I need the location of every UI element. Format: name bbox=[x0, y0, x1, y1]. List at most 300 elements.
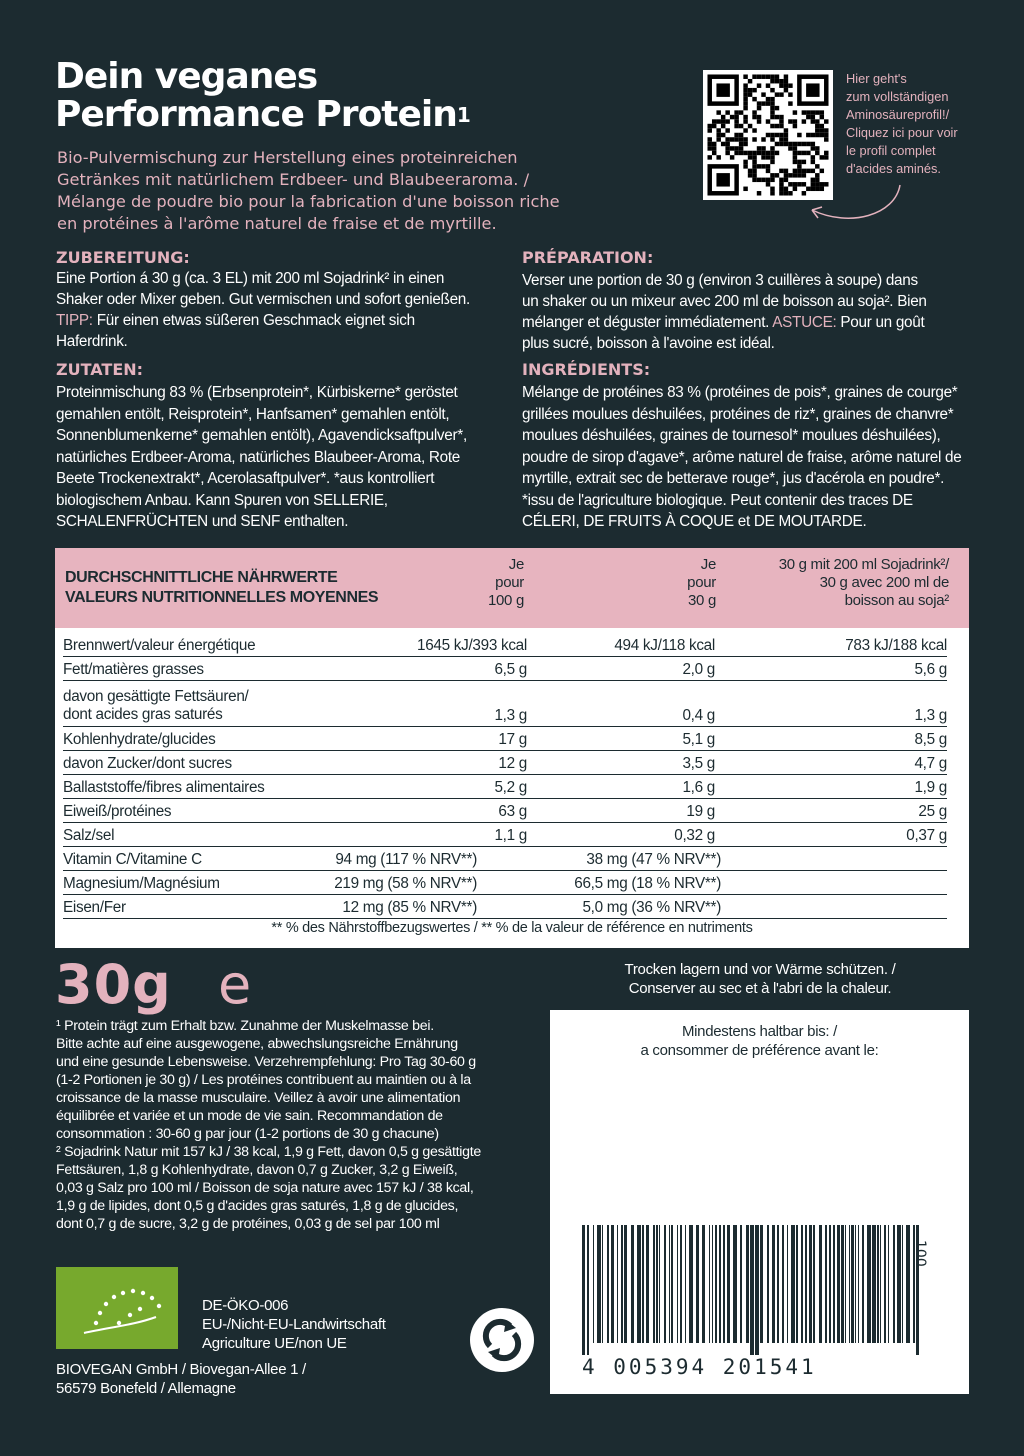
barcode-bar bbox=[664, 1225, 666, 1343]
tip-label-fr: ASTUCE: bbox=[772, 314, 837, 331]
qr-module bbox=[784, 178, 788, 182]
best-before-label: Mindestens haltbar bis: / a consommer de préférence avant le: bbox=[640, 1023, 879, 1059]
preparation-heading-de: ZUBEREITUNG: bbox=[56, 248, 190, 267]
qr-module bbox=[770, 115, 774, 119]
qr-module bbox=[752, 115, 756, 119]
barcode-bar bbox=[772, 1225, 775, 1343]
qr-module bbox=[779, 83, 783, 87]
barcode-bar bbox=[801, 1225, 803, 1343]
qr-module bbox=[802, 173, 806, 177]
qr-module bbox=[811, 133, 815, 137]
barcode-bar bbox=[593, 1225, 594, 1343]
qr-module bbox=[766, 119, 770, 123]
column-per-30g: Je pour 30 g bbox=[687, 556, 716, 609]
table-row: Salz/sel 1,1 g 0,32 g 0,37 g bbox=[63, 824, 947, 847]
qr-module bbox=[743, 83, 747, 87]
qr-module bbox=[811, 169, 815, 173]
qr-module bbox=[748, 79, 752, 83]
qr-module bbox=[716, 173, 729, 186]
barcode-bar bbox=[637, 1225, 641, 1343]
qr-module bbox=[752, 88, 756, 92]
qr-module bbox=[770, 160, 774, 164]
qr-module bbox=[766, 101, 770, 105]
qr-module bbox=[811, 146, 815, 150]
qr-module bbox=[815, 124, 819, 128]
qr-module bbox=[707, 128, 711, 132]
table-row: Brennwert/valeur énergétique 1645 kJ/393 kcal 494 kJ/118 kcal 783 kJ/188 kcal bbox=[63, 634, 947, 657]
qr-module bbox=[712, 124, 716, 128]
qr-module bbox=[730, 115, 734, 119]
qr-module bbox=[820, 115, 824, 119]
qr-module bbox=[707, 142, 711, 146]
storage-note: Trocken lagern und vor Wärme schützen. / Conserver au sec et à l'abri de la chaleur. bbox=[624, 961, 896, 997]
barcode-side-number: 100 bbox=[912, 1240, 928, 1267]
qr-module bbox=[793, 146, 797, 150]
qr-module bbox=[815, 151, 819, 155]
barcode-bar bbox=[906, 1225, 910, 1343]
qr-module bbox=[761, 151, 765, 155]
barcode-bar bbox=[819, 1225, 822, 1343]
qr-module bbox=[793, 151, 797, 155]
curved-arrow-icon bbox=[800, 180, 910, 230]
barcode-bar bbox=[902, 1225, 903, 1343]
qr-module bbox=[734, 124, 738, 128]
qr-module bbox=[820, 128, 824, 132]
qr-module bbox=[752, 151, 756, 155]
qr-module bbox=[734, 119, 738, 123]
qr-module bbox=[707, 137, 711, 141]
barcode-bar bbox=[646, 1225, 649, 1343]
barcode-bar bbox=[671, 1225, 673, 1343]
qr-module bbox=[784, 88, 788, 92]
product-subtitle: Bio-Pulvermischung zur Herstellung eines proteinreichen Getränkes mit natürlichem Erdbeer- und Blaubeeraroma. / Mélange de poudre bio pour la fabrication d'une boisson riche en protéines à l'arôme naturel de fraise et de myrtille. bbox=[57, 148, 560, 233]
qr-module bbox=[797, 173, 801, 177]
barcode-bar bbox=[712, 1225, 713, 1343]
qr-module bbox=[788, 101, 792, 105]
qr-module bbox=[752, 110, 756, 114]
qr-module bbox=[779, 133, 783, 137]
qr-module bbox=[775, 74, 779, 78]
qr-module bbox=[820, 124, 824, 128]
qr-module bbox=[793, 119, 797, 123]
recycle-arrows-graphic bbox=[470, 1308, 534, 1372]
barcode-bar bbox=[587, 1225, 589, 1355]
qr-module bbox=[784, 83, 788, 87]
qr-module bbox=[770, 133, 774, 137]
qr-module bbox=[815, 173, 819, 177]
qr-module bbox=[752, 137, 756, 141]
qr-module bbox=[775, 92, 779, 96]
qr-module bbox=[793, 169, 797, 173]
qr-module bbox=[707, 146, 711, 150]
barcode-bar bbox=[750, 1225, 754, 1355]
qr-module bbox=[721, 142, 725, 146]
qr-module bbox=[788, 119, 792, 123]
qr-module bbox=[797, 160, 801, 164]
barcode-bar bbox=[715, 1225, 717, 1343]
table-row: Eiweiß/protéines 63 g 19 g 25 g bbox=[63, 800, 947, 823]
qr-module bbox=[743, 164, 747, 168]
qr-module bbox=[784, 128, 788, 132]
barcode-bar bbox=[631, 1225, 634, 1343]
qr-module bbox=[770, 124, 774, 128]
qr-module bbox=[784, 79, 788, 83]
table-row: Ballaststoffe/fibres alimentaires 5,2 g 1,6 g 1,9 g bbox=[63, 776, 947, 799]
qr-module bbox=[797, 164, 801, 168]
qr-module bbox=[743, 101, 747, 105]
ingredients-heading-fr: INGRÉDIENTS: bbox=[522, 360, 651, 379]
qr-module bbox=[757, 119, 761, 123]
qr-module bbox=[820, 110, 824, 114]
qr-module bbox=[770, 110, 774, 114]
qr-module bbox=[775, 142, 779, 146]
qr-module bbox=[779, 124, 783, 128]
qr-module bbox=[770, 146, 774, 150]
qr-module bbox=[766, 151, 770, 155]
qr-module bbox=[725, 137, 729, 141]
qr-module bbox=[707, 155, 711, 159]
qr-module bbox=[788, 142, 792, 146]
footnotes: ¹ Protein trägt zum Erhalt bzw. Zunahme der Muskelmasse bei. Bitte achte auf eine ausgewogene, abwechslungsreiche Ernährung und eine gesunde Lebensweise. Verzehrempfehlung: Pro Tag 30-60 g (1-2 Portionen je 30 g) / Les protéines contribuent au maintien ou à la croissance de la masse musculaire. Veillez à avoir une alimentation équilibrée et variée et un mode de vie sain. Recommandation de consommation : 30-60 g par jour (1-2 portions de 30 g chacune) ² Sojadrink Natur mit 157 kJ / 38 kcal, 1,9 g Fett, davon 0,5 g gesättigte Fettsäuren, 1,8 g Kohlenhydrate, davon 0,7 g Zucker, 3,2 g Eiweiß, 0,03 g Salz pro 100 ml / Boisson de soja nature avec 157 kJ / 38 kcal, 1,9 g de lipides, dont 0,5 g d'acides gras saturés, 1,8 g de glucides, dont 0,7 g de sucre, 3,2 g de protéines, 0,03 g de sel par 100 ml bbox=[56, 1018, 481, 1232]
qr-module bbox=[793, 187, 797, 191]
qr-module bbox=[761, 155, 765, 159]
qr-module bbox=[802, 142, 806, 146]
barcode-bar bbox=[888, 1225, 889, 1343]
barcode-bar bbox=[767, 1225, 769, 1343]
barcode-bar bbox=[862, 1225, 864, 1343]
qr-module bbox=[784, 142, 788, 146]
qr-module bbox=[712, 146, 716, 150]
qr-module bbox=[743, 128, 747, 132]
qr-module bbox=[757, 146, 761, 150]
barcode-bar bbox=[858, 1225, 859, 1343]
qr-module bbox=[770, 79, 774, 83]
qr-module bbox=[721, 133, 725, 137]
barcode-bar bbox=[813, 1225, 815, 1343]
qr-module bbox=[770, 74, 774, 78]
barcode-bar bbox=[602, 1225, 603, 1343]
barcode-bar bbox=[689, 1225, 693, 1343]
qr-module bbox=[770, 178, 774, 182]
qr-module bbox=[739, 137, 743, 141]
qr-module bbox=[779, 178, 783, 182]
ingredients-text-fr: Mélange de protéines 83 % (protéines de pois*, graines de courge* grillées moulues déshuilées, protéines de riz*, graines de chanvre* moulues déshuilées, graines de tournesol* moulues déshuilées), poudre de sirop d'agave*, arôme naturel de fraise, arôme naturel de myrtille, extrait sec de betterave rouge*, jus d'acérola en poudre*. *issu de l'agriculture biologique. Peut contenir des traces DE CÉLERI, DE FRUITS À COQUE et DE MOUTARDE. bbox=[522, 384, 962, 530]
column-with-soy-drink: 30 g mit 200 ml Sojadrink²/ 30 g avec 200 ml de boisson au soja² bbox=[778, 556, 949, 609]
barcode-bar bbox=[607, 1225, 609, 1343]
company-address: BIOVEGAN GmbH / Biovegan-Allee 1 / 56579 Bonefeld / Allemagne bbox=[56, 1361, 306, 1397]
qr-module bbox=[815, 128, 819, 132]
qr-module bbox=[806, 151, 810, 155]
qr-module bbox=[793, 155, 797, 159]
barcode-bar bbox=[680, 1225, 682, 1343]
title-footnote-mark: 1 bbox=[456, 103, 470, 127]
qr-module bbox=[716, 83, 729, 96]
qr-module bbox=[748, 173, 752, 177]
qr-module bbox=[730, 137, 734, 141]
qr-module bbox=[811, 115, 815, 119]
qr-module bbox=[734, 146, 738, 150]
qr-module bbox=[766, 178, 770, 182]
qr-module bbox=[707, 124, 711, 128]
qr-module bbox=[748, 92, 752, 96]
qr-module bbox=[775, 79, 779, 83]
qr-module bbox=[802, 110, 806, 114]
qr-module bbox=[779, 182, 783, 186]
qr-module bbox=[721, 115, 725, 119]
qr-module bbox=[788, 92, 792, 96]
qr-module bbox=[743, 115, 747, 119]
qr-module bbox=[775, 115, 779, 119]
qr-module bbox=[752, 169, 756, 173]
qr-module bbox=[721, 119, 725, 123]
qr-module bbox=[802, 160, 806, 164]
qr-module bbox=[734, 115, 738, 119]
qr-module bbox=[757, 178, 761, 182]
nrv-footnote: ** % des Nährstoffbezugswertes / ** % de la valeur de référence en nutriments bbox=[271, 920, 753, 936]
qr-module bbox=[712, 119, 716, 123]
qr-module bbox=[806, 115, 810, 119]
qr-module bbox=[748, 169, 752, 173]
qr-module bbox=[752, 74, 756, 78]
barcode-bar bbox=[723, 1225, 725, 1343]
table-row: davon gesättigte Fettsäuren/ dont acides gras saturés 1,3 g 0,4 g 1,3 g bbox=[63, 682, 947, 727]
barcode-bar bbox=[809, 1225, 812, 1343]
net-weight: 30g bbox=[55, 953, 172, 1016]
qr-module bbox=[739, 142, 743, 146]
barcode-bar bbox=[727, 1225, 730, 1343]
barcode-bar bbox=[617, 1225, 618, 1343]
qr-module bbox=[779, 169, 783, 173]
qr-module bbox=[761, 101, 765, 105]
barcode-bar bbox=[777, 1225, 779, 1343]
qr-module bbox=[788, 146, 792, 150]
qr-module bbox=[793, 182, 797, 186]
table-row: Fett/matières grasses 6,5 g 2,0 g 5,6 g bbox=[63, 658, 947, 681]
qr-module bbox=[748, 124, 752, 128]
qr-module bbox=[779, 119, 783, 123]
barcode-bar bbox=[702, 1225, 705, 1343]
qr-module bbox=[824, 137, 828, 141]
qr-module bbox=[824, 155, 828, 159]
qr-module bbox=[784, 187, 788, 191]
qr-module bbox=[775, 151, 779, 155]
qr-module bbox=[779, 137, 783, 141]
qr-module bbox=[766, 164, 770, 168]
qr-module bbox=[748, 88, 752, 92]
qr-module bbox=[725, 110, 729, 114]
qr-module bbox=[788, 191, 792, 195]
qr-module bbox=[761, 74, 765, 78]
qr-module bbox=[739, 151, 743, 155]
qr-module bbox=[721, 124, 725, 128]
qr-module bbox=[815, 119, 819, 123]
barcode-bar bbox=[656, 1225, 658, 1343]
qr-module bbox=[788, 83, 792, 87]
barcode-bar bbox=[696, 1225, 699, 1343]
qr-module bbox=[730, 146, 734, 150]
preparation-text-fr: Verser une portion de 30 g (environ 3 cuillères à soupe) dans un shaker ou un mixeur avec 200 ml de boisson au soja². Bien mélanger et déguster immédiatement. ASTUCE: Pour un goût plus sucré, boisson à l'avoine est idéal. bbox=[522, 272, 927, 352]
qr-module bbox=[811, 155, 815, 159]
barcode-bar bbox=[677, 1225, 678, 1343]
qr-module bbox=[802, 151, 806, 155]
barcode-bar bbox=[849, 1225, 850, 1343]
barcode-bar bbox=[841, 1225, 844, 1343]
qr-module bbox=[779, 191, 783, 195]
qr-module bbox=[766, 182, 770, 186]
qr-module bbox=[766, 169, 770, 173]
qr-module bbox=[797, 133, 801, 137]
table-row: davon Zucker/dont sucres 12 g 3,5 g 4,7 g bbox=[63, 752, 947, 775]
qr-module bbox=[743, 142, 747, 146]
barcode-bar bbox=[877, 1225, 879, 1343]
qr-module bbox=[824, 151, 828, 155]
qr-module bbox=[793, 160, 797, 164]
barcode-bar bbox=[597, 1225, 601, 1343]
barcode-icon bbox=[582, 1225, 922, 1355]
qr-module bbox=[788, 182, 792, 186]
qr-module bbox=[770, 151, 774, 155]
qr-module bbox=[752, 178, 756, 182]
qr-module bbox=[757, 83, 761, 87]
barcode-bar bbox=[897, 1225, 901, 1343]
barcode-bar bbox=[611, 1225, 614, 1343]
qr-module bbox=[725, 146, 729, 150]
qr-module bbox=[761, 146, 765, 150]
qr-module bbox=[743, 97, 747, 101]
qr-module bbox=[752, 173, 756, 177]
qr-module bbox=[779, 187, 783, 191]
title-line-1: Dein veganes bbox=[55, 56, 318, 97]
qr-module bbox=[788, 173, 792, 177]
qr-module bbox=[770, 137, 774, 141]
qr-module bbox=[820, 155, 824, 159]
qr-module bbox=[757, 164, 761, 168]
qr-module bbox=[815, 133, 819, 137]
qr-module bbox=[770, 101, 774, 105]
qr-module bbox=[802, 169, 806, 173]
qr-module bbox=[712, 142, 716, 146]
barcode-bar bbox=[872, 1225, 876, 1343]
qr-module bbox=[793, 173, 797, 177]
qr-module bbox=[748, 151, 752, 155]
qr-module bbox=[766, 83, 770, 87]
barcode-bar bbox=[685, 1225, 686, 1343]
qr-module bbox=[779, 79, 783, 83]
ean-number: 4 005394 201541 bbox=[582, 1355, 817, 1379]
best-before-box bbox=[550, 1010, 969, 1394]
qr-module bbox=[730, 155, 734, 159]
qr-module bbox=[775, 133, 779, 137]
qr-module bbox=[757, 101, 761, 105]
qr-module bbox=[806, 169, 810, 173]
qr-module bbox=[802, 119, 806, 123]
nutrition-table bbox=[55, 548, 969, 948]
barcode-bar bbox=[733, 1225, 737, 1343]
qr-module bbox=[761, 92, 765, 96]
qr-module bbox=[797, 151, 801, 155]
title-line-2: Performance Protein$^1$ bbox=[55, 94, 470, 135]
ingredients-heading-de: ZUTATEN: bbox=[56, 360, 144, 379]
qr-module bbox=[784, 173, 788, 177]
qr-module bbox=[743, 88, 747, 92]
qr-module bbox=[752, 155, 756, 159]
qr-module bbox=[784, 137, 788, 141]
qr-module bbox=[824, 133, 828, 137]
column-per-100g: Je pour 100 g bbox=[487, 556, 524, 609]
qr-module bbox=[806, 110, 810, 114]
qr-module bbox=[779, 92, 783, 96]
qr-module bbox=[743, 92, 747, 96]
qr-module bbox=[761, 178, 765, 182]
barcode-bar bbox=[755, 1225, 759, 1355]
barcode-bar bbox=[782, 1225, 784, 1343]
preparation-text-de: Eine Portion á 30 g (ca. 3 EL) mit 200 ml Sojadrink² in einen Shaker oder Mixer geben. Gut vermischen und sofort genießen. TIPP: Für einen etwas süßeren Geschmack eignet sich Haferdrink. bbox=[56, 270, 470, 350]
table-row-vitamin: Magnesium/Magnésium 219 mg (58 % NRV**) 66,5 mg (18 % NRV**) bbox=[63, 872, 947, 895]
qr-module bbox=[793, 142, 797, 146]
barcode-bar bbox=[709, 1225, 710, 1343]
qr-module bbox=[811, 142, 815, 146]
qr-module bbox=[734, 137, 738, 141]
eu-organic-leaf-graphic bbox=[56, 1267, 178, 1349]
qr-module bbox=[784, 191, 788, 195]
qr-module bbox=[811, 110, 815, 114]
qr-module bbox=[766, 133, 770, 137]
eu-organic-leaf-icon bbox=[56, 1267, 178, 1349]
qr-module bbox=[716, 137, 720, 141]
table-row-vitamin: Eisen/Fer 12 mg (85 % NRV**) 5,0 mg (36 % NRV**) bbox=[63, 896, 947, 919]
qr-module bbox=[716, 110, 720, 114]
qr-module bbox=[775, 124, 779, 128]
barcode-bar bbox=[642, 1225, 644, 1343]
qr-module bbox=[743, 74, 747, 78]
qr-module bbox=[757, 151, 761, 155]
estimated-sign-icon: e bbox=[218, 953, 252, 1016]
tip-label-de: TIPP: bbox=[56, 312, 93, 329]
barcode-bar bbox=[719, 1225, 721, 1343]
barcode-bar bbox=[621, 1225, 623, 1343]
barcode-bar bbox=[653, 1225, 655, 1343]
qr-module bbox=[739, 146, 743, 150]
barcode-bar bbox=[796, 1225, 798, 1343]
barcode-bar bbox=[787, 1225, 788, 1343]
barcode-bar bbox=[884, 1225, 886, 1343]
qr-module bbox=[815, 110, 819, 114]
barcode-bar bbox=[825, 1225, 827, 1343]
qr-module bbox=[725, 119, 729, 123]
qr-module bbox=[793, 124, 797, 128]
qr-module bbox=[725, 142, 729, 146]
qr-module bbox=[734, 133, 738, 137]
product-title bbox=[55, 58, 470, 134]
qr-module bbox=[734, 110, 738, 114]
qr-module bbox=[752, 160, 756, 164]
qr-module bbox=[725, 128, 729, 132]
preparation-heading-fr: PRÉPARATION: bbox=[522, 248, 654, 267]
qr-module bbox=[770, 88, 774, 92]
barcode-bar bbox=[740, 1225, 742, 1343]
qr-module bbox=[752, 164, 756, 168]
qr-module bbox=[757, 191, 761, 195]
barcode-bar bbox=[624, 1225, 627, 1343]
barcode-bar bbox=[833, 1225, 835, 1343]
qr-module bbox=[734, 151, 738, 155]
qr-module bbox=[811, 160, 815, 164]
barcode-bar bbox=[845, 1225, 846, 1343]
qr-module bbox=[712, 151, 716, 155]
qr-module bbox=[779, 115, 783, 119]
qr-module bbox=[770, 191, 774, 195]
table-row: Kohlenhydrate/glucides 17 g 5,1 g 8,5 g bbox=[63, 728, 947, 751]
